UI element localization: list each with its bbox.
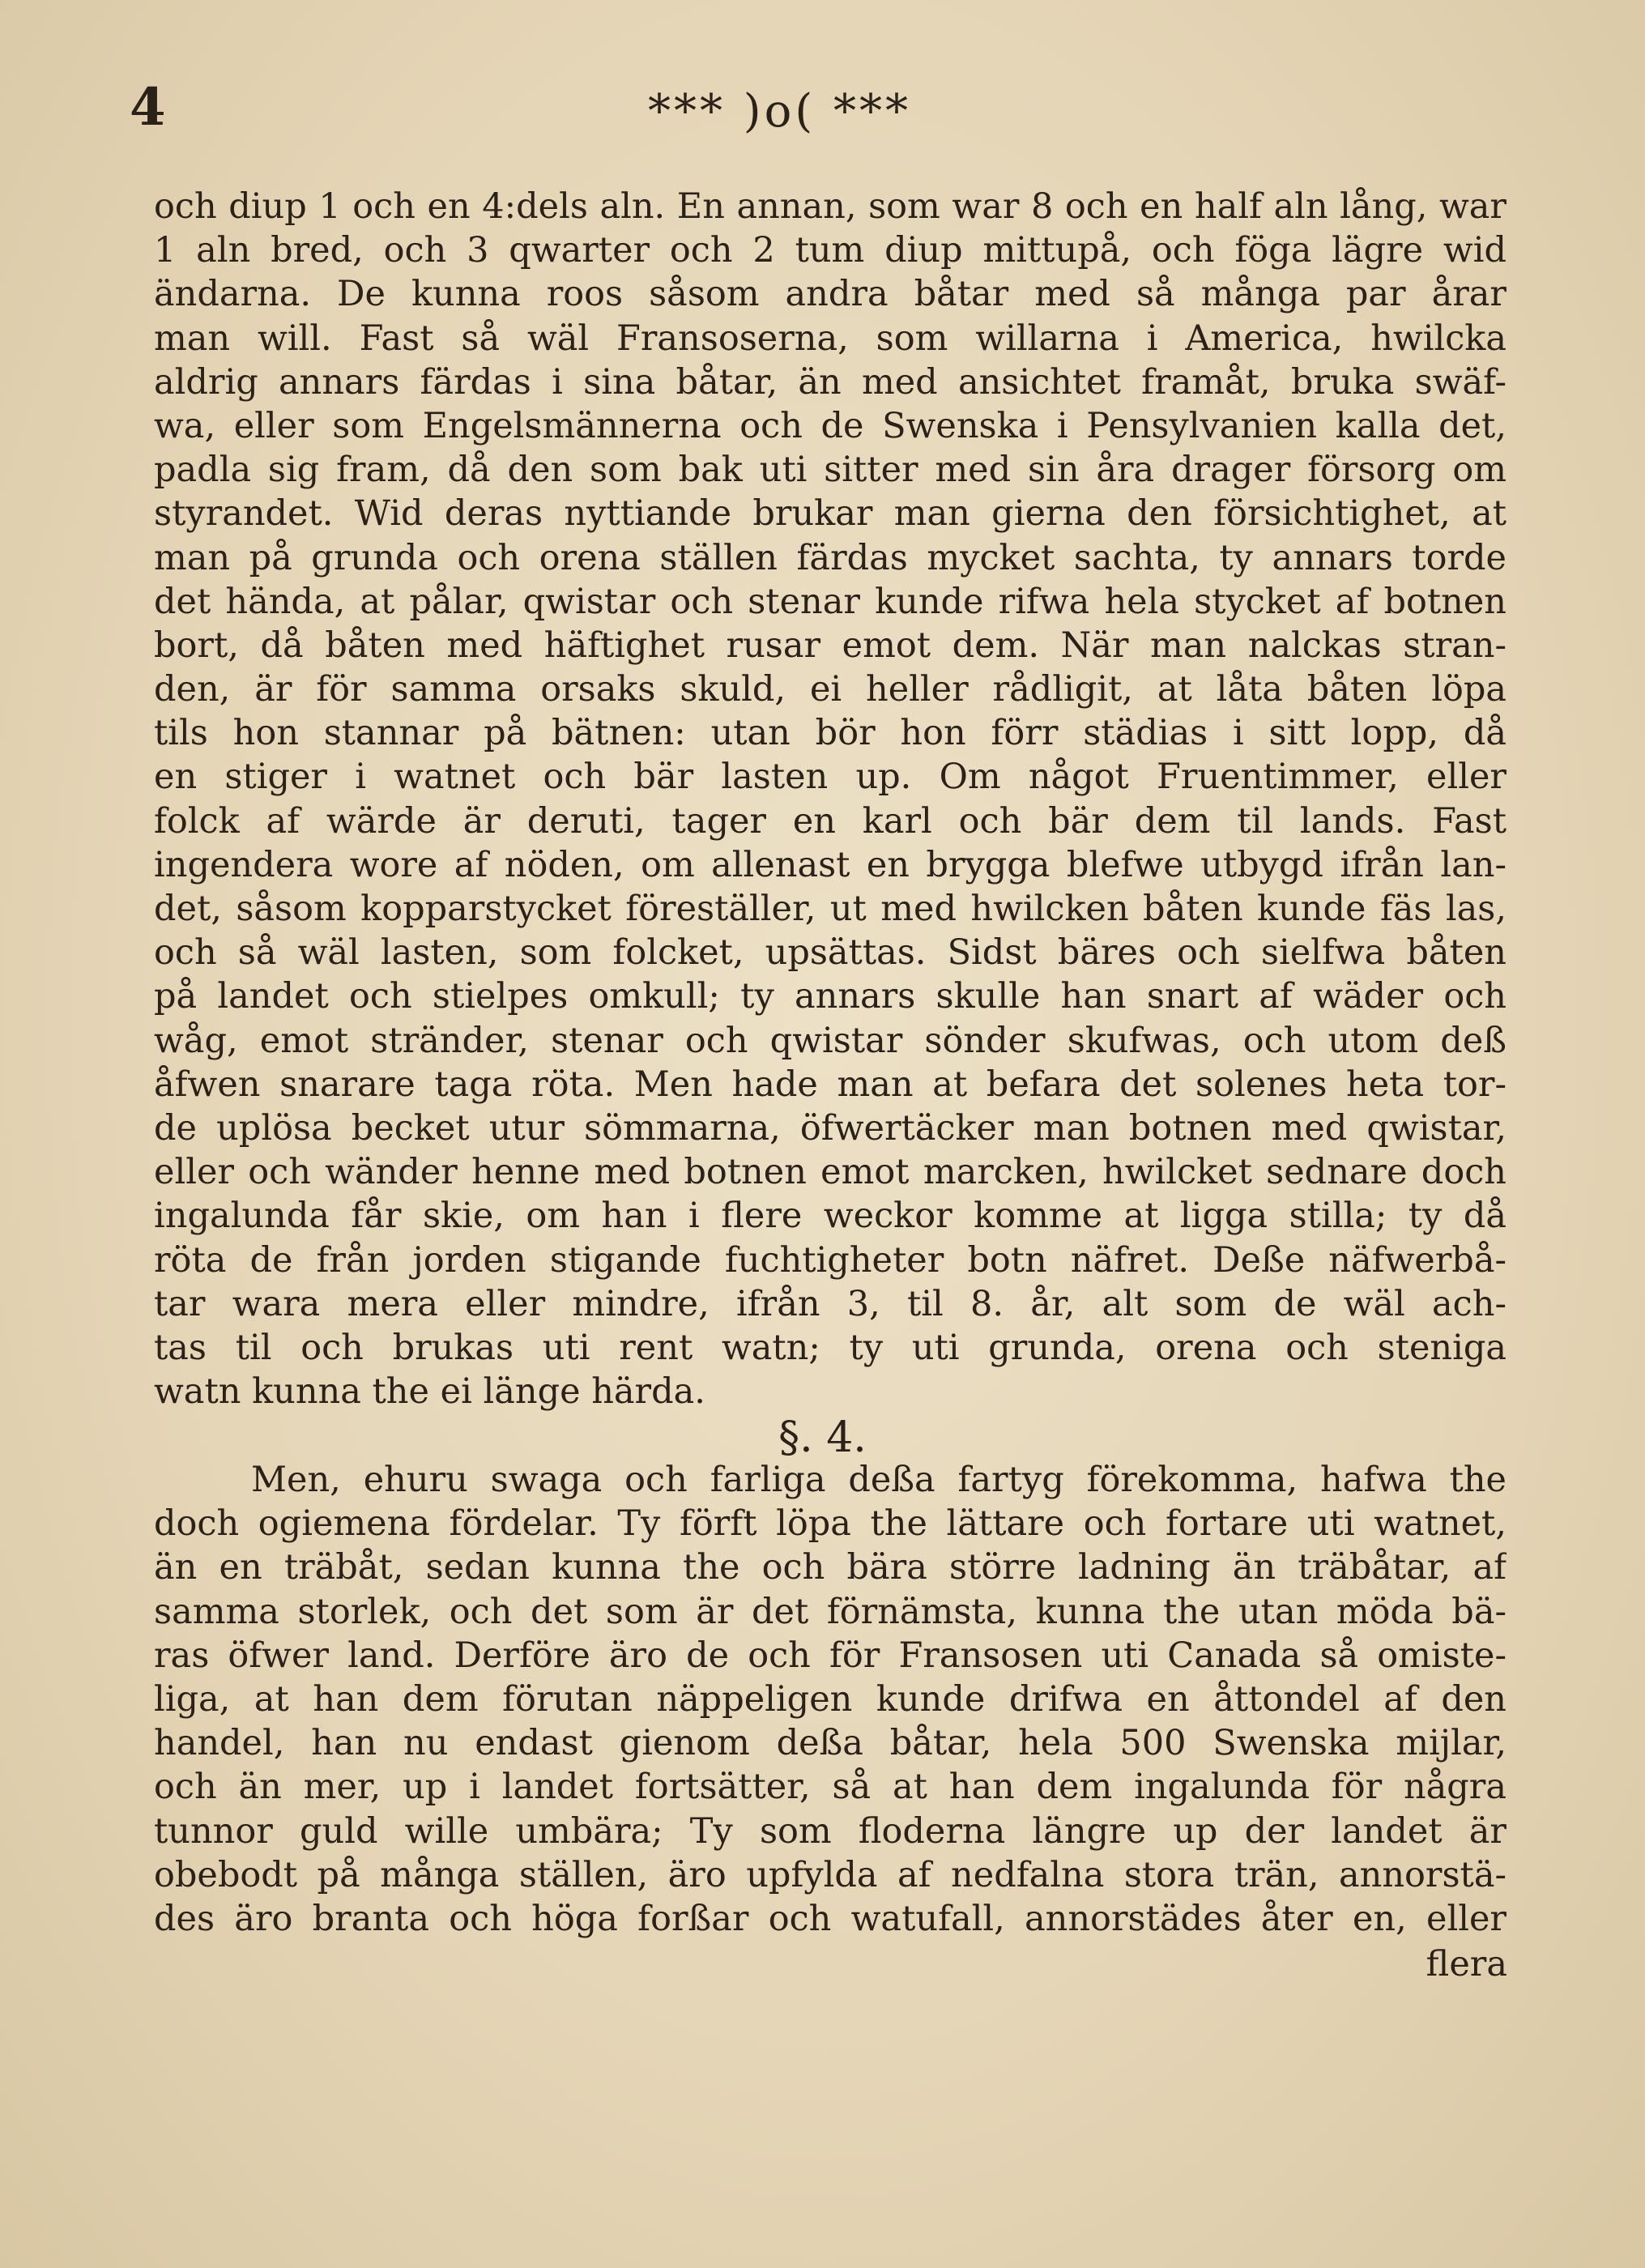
text-line: 1 aln bred, och 3 qwarter och 2 tum diup mittupå, och föga lägre wid (154, 230, 1506, 271)
page-number: 4 (130, 77, 166, 138)
text-line: styrandet. Wid deras nyttiande brukar man gierna den försichtighet, at (154, 493, 1506, 535)
header-ornament: *** )o( *** (648, 85, 912, 138)
text-line: handel, han nu endast gienom deßa båtar, hela 500 Swenska mijlar, (154, 1723, 1506, 1764)
text-line: aldrig annars färdas i sina båtar, än med ansichtet framåt, bruka swäf- (154, 361, 1506, 403)
text-line: samma storlek, och det som är det förnämsta, kunna the utan möda bä- (154, 1591, 1506, 1632)
text-line: det, såsom kopparstycket föreställer, ut med hwilcken båten kunde fäs las, (154, 889, 1506, 929)
page-header (0, 77, 1645, 150)
text-line: ras öfwer land. Derföre äro de och för Fransosen uti Canada så omiste- (154, 1635, 1506, 1676)
paragraph-2 (154, 1458, 1506, 1941)
text-line: watn kunna the ei länge härda. (154, 1371, 705, 1413)
text-line: det hända, at pålar, qwistar och stenar kunde rifwa hela stycket af botnen (154, 581, 1506, 622)
text-line: ändarna. De kunna roos såsom andra båtar med så många par årar (154, 274, 1506, 315)
text-line: åfwen snarare taga röta. Men hade man at befara det solenes heta tor- (154, 1064, 1506, 1105)
text-line: en stiger i watnet och bär lasten up. Om något Fruentimmer, eller (154, 757, 1506, 798)
catchword: flera (1426, 1944, 1507, 1985)
text-line: och diup 1 och en 4:dels aln. En annan, som war 8 och en half aln lång, war (154, 186, 1506, 227)
text-line: ingalunda får skie, om han i flere weckor komme at ligga stilla; ty då (154, 1196, 1506, 1237)
text-line: den, är för samma orsaks skuld, ei heller rådligit, at låta båten löpa (154, 669, 1506, 710)
text-line: man will. Fast så wäl Fransoserna, som willarna i America, hwilcka (154, 318, 1506, 359)
text-line: obebodt på många ställen, äro upfylda af nedfalna stora trän, annorstä- (154, 1854, 1506, 1895)
text-line: folck af wärde är deruti, tager en karl och bär dem til lands. Fast (154, 800, 1506, 842)
text-line: röta de från jorden stigande fuchtigheter botn näfret. Deße näfwerbå- (154, 1239, 1506, 1281)
text-line: tas til och brukas uti rent watn; ty uti grunda, orena och steniga (154, 1327, 1506, 1368)
text-line: wåg, emot stränder, stenar och qwistar sönder skufwas, och utom deß (154, 1020, 1506, 1061)
text-line: tils hon stannar på bätnen: utan bör hon förr städias i sitt lopp, då (154, 713, 1506, 754)
text-line: doch ogiemena fördelar. Ty förft löpa the lättare och fortare uti watnet, (154, 1503, 1506, 1545)
text-line: liga, at han dem förutan näppeligen kunde drifwa en åttondel af den (154, 1678, 1506, 1720)
text-line: wa, eller som Engelsmännerna och de Swenska i Pensylvanien kalla det, (154, 405, 1506, 446)
paragraph-1 (154, 185, 1506, 1413)
text-line: tar wara mera eller mindre, ifrån 3, til 8. år, alt som de wäl ach- (154, 1283, 1506, 1324)
text-line: än en träbåt, sedan kunna the och bära större ladning än träbåtar, af (154, 1547, 1506, 1588)
text-line: des äro branta och höga forßar och watufall, annorstädes åter en, eller (154, 1898, 1506, 1939)
text-line: och så wäl lasten, som folcket, upsättas. Sidst bäres och sielfwa båten (154, 932, 1506, 974)
section-heading: §. 4. (778, 1413, 867, 1462)
text-line: ingendera wore af nöden, om allenast en brygga blefwe utbygd ifrån lan- (154, 844, 1506, 885)
text-line: och än mer, up i landet fortsätter, så at han dem ingalunda för några (154, 1767, 1506, 1808)
text-line: på landet och stielpes omkull; ty annars skulle han snart af wäder och (154, 976, 1506, 1017)
text-line: de uplösa becket utur sömmarna, öfwertäcker man botnen med qwistar, (154, 1107, 1506, 1149)
text-line: man på grunda och orena ställen färdas mycket sachta, ty annars torde (154, 537, 1506, 578)
text-line: padla sig fram, då den som bak uti sitter med sin åra drager försorg om (154, 450, 1506, 491)
text-line: eller och wänder henne med botnen emot marcken, hwilcket sednare doch (154, 1152, 1506, 1193)
text-line: bort, då båten med häftighet rusar emot dem. När man nalckas stran- (154, 625, 1506, 666)
text-line: tunnor guld wille umbära; Ty som floderna längre up der landet är (154, 1810, 1506, 1852)
text-line: Men, ehuru swaga och farliga deßa fartyg förekomma, hafwa the (251, 1460, 1506, 1500)
